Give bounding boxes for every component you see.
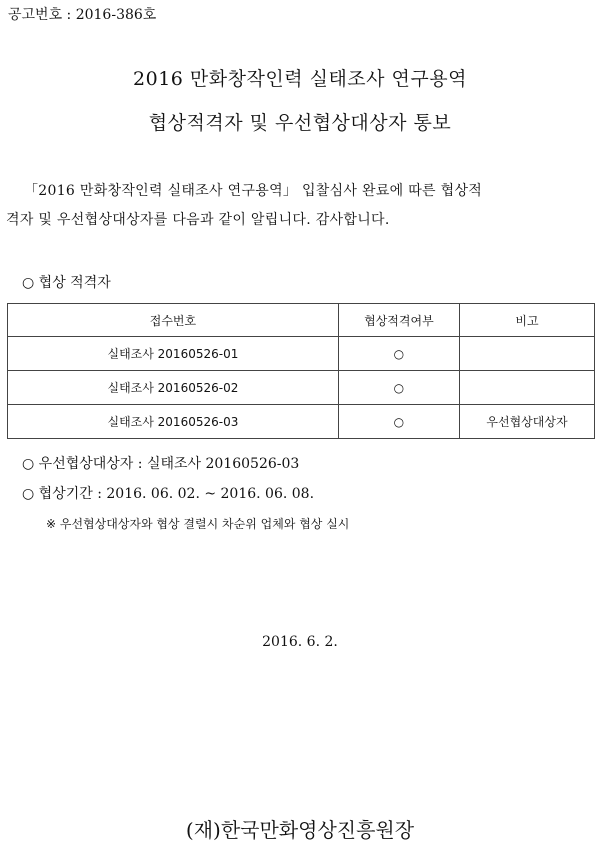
preferred-bidder-item: ○ 우선협상대상자 : 실태조사 20160526-03 [22,456,300,472]
cell-remarks [459,371,594,405]
cell-remarks: 우선협상대상자 [459,405,594,439]
table-header-row [8,304,595,337]
table-row [8,371,595,405]
intro-text-line1: 「2016 만화창작인력 실태조사 연구용역」 입찰심사 완료에 따른 협상적 [24,183,483,199]
qualified-bidders-table [7,303,595,439]
cell-receipt-number: 실태조사 20160526-01 [8,337,339,371]
notice-date: 2016. 6. 2. [262,634,338,650]
cell-receipt-number: 실태조사 20160526-03 [8,405,339,439]
issuing-organization: (재)한국만화영상진흥원장 [185,818,415,842]
intro-text-line2: 격자 및 우선협상대상자를 다음과 같이 알립니다. 감사합니다. [6,212,390,228]
cell-receipt-number: 실태조사 20160526-02 [8,371,339,405]
page-title-line1: 2016 만화창작인력 실태조사 연구용역 [133,68,467,90]
notice-number: 공고번호 : 2016-386호 [8,7,157,23]
cell-qualification: ○ [338,337,459,371]
section-heading-qualified: ○ 협상 적격자 [22,275,111,291]
header-receipt-number: 접수번호 [8,304,339,337]
table-row [8,337,595,371]
cell-remarks [459,337,594,371]
table-row [8,405,595,439]
header-qualification: 협상적격여부 [338,304,459,337]
header-remarks: 비고 [459,304,594,337]
note-text: ※ 우선협상대상자와 협상 결렬시 차순위 업체와 협상 실시 [46,517,350,531]
negotiation-period-item: ○ 협상기간 : 2016. 06. 02. ~ 2016. 06. 08. [22,486,315,502]
cell-qualification: ○ [338,371,459,405]
page-title-line2: 협상적격자 및 우선협상대상자 통보 [148,112,452,134]
cell-qualification: ○ [338,405,459,439]
